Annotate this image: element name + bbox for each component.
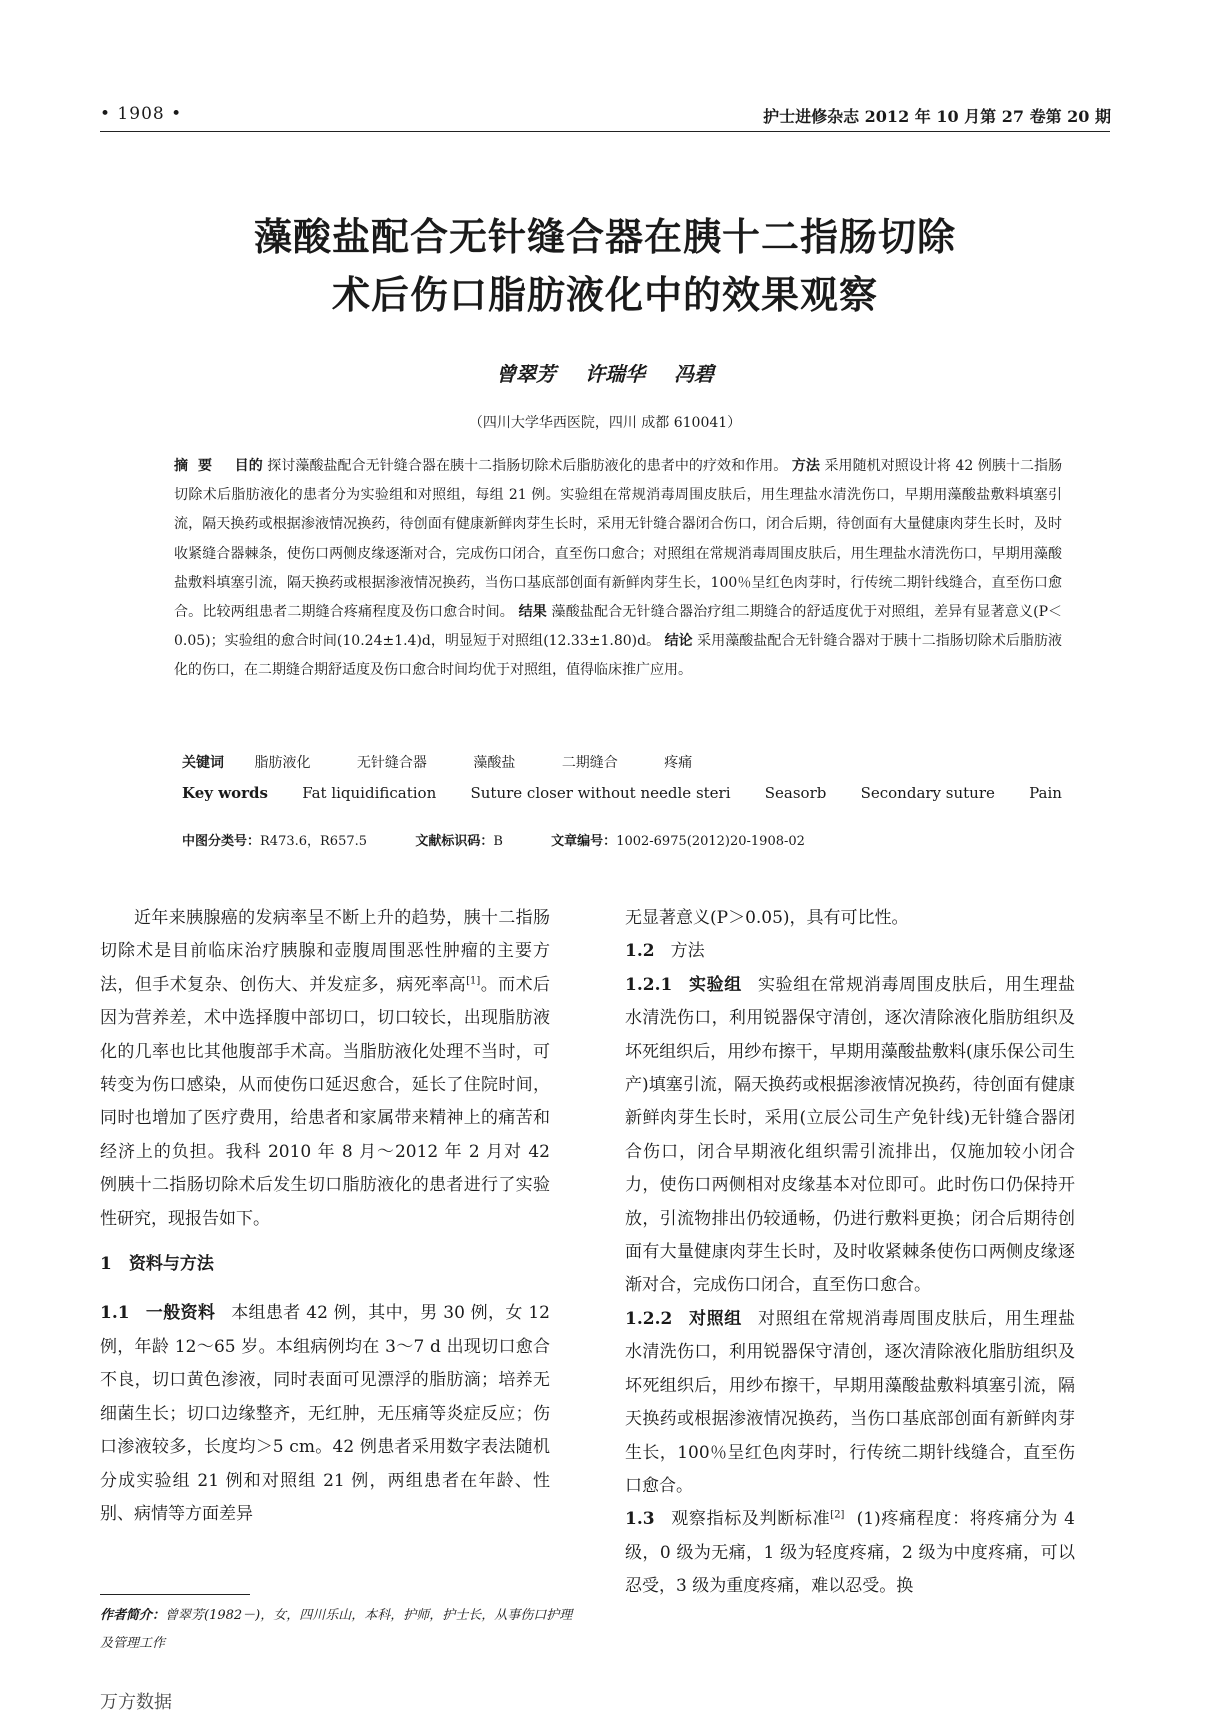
keyword-cn: 藻酸盐 <box>473 755 516 771</box>
results-text: 藻酸盐配合无针缝合器治疗组二期缝合的舒适度优于对照组，差异有显著意义(P＜0.05)；实验组的愈合时间(10.24±1.4)d，明显短于对照组(12.33±1.80)d。 <box>174 604 1063 650</box>
page-number: • 1908 • <box>100 104 183 124</box>
keyword-en: Suture closer without needle steri <box>470 784 731 802</box>
section-text: (1)疼痛程度：将疼痛分为 4 级，0 级为无痛，1 级为轻度疼痛，2 级为中度疼痛，可以忍受，3 级为重度疼痛，难以忍受。换 <box>625 1509 1075 1597</box>
classification-line <box>182 830 805 849</box>
keyword-cn: 二期缝合 <box>561 755 618 771</box>
keyword-cn: 无针缝合器 <box>356 755 427 771</box>
intro-text-b: 。而术后因为营养差，术中选择腹中部切口，切口较长，出现脂肪液化的几率也比其他腹部手术高。当脂肪液化处理不当时，可转变为伤口感染，从而使伤口延迟愈合，延长了住院时间，同时也增加了医疗费用，给患者和家属带来精神上的痛苦和经济上的负担。我科 2010 年 8 月～2012 年 2 月对 42 例胰十二指肠切除术后发生切口脂肪液化的患者进行了实验性研究，现报告如下。 <box>100 974 551 1229</box>
clc-value: R473.6，R657.5 <box>260 834 368 849</box>
results-heading: 结果 <box>518 604 547 621</box>
section-number: 1.2.2 <box>625 1308 673 1329</box>
section-title: 方法 <box>670 941 705 962</box>
section-1-2-1 <box>625 969 1075 1303</box>
section-title: 一般资料 <box>145 1303 216 1324</box>
conclusion-text: 采用藻酸盐配合无针缝合器对于胰十二指肠切除术后脂肪液化的伤口，在二期缝合期舒适度及伤口愈合时间均优于对照组，值得临床推广应用。 <box>174 633 1062 679</box>
doc-code-label: 文献标识码： <box>415 834 494 849</box>
keyword-en: Fat liquidification <box>302 784 437 802</box>
reference-mark: [2] <box>830 1509 845 1521</box>
section-title: 对照组 <box>688 1308 742 1329</box>
title-line-1: 藻酸盐配合无针缝合器在胰十二指肠切除 <box>253 215 956 259</box>
objective-heading: 目的 <box>234 458 263 474</box>
keyword-en: Pain <box>1029 784 1062 802</box>
keywords-en <box>182 784 1062 802</box>
abstract <box>174 452 1062 686</box>
doc-code-value: B <box>493 834 503 849</box>
keywords-en-label: Key words <box>182 784 268 802</box>
footnote-rule <box>100 1594 250 1595</box>
watermark: 万方数据 <box>100 1692 172 1713</box>
body-column-left <box>100 902 550 1531</box>
intro-text-a: 近年来胰腺癌的发病率呈不断上升的趋势，胰十二指肠切除术是目前临床治疗胰腺和壶腹周围恶性肿瘤的主要方法，但手术复杂、创伤大、并发症多，病死率高 <box>100 908 550 995</box>
section-number: 1.2 <box>625 941 655 962</box>
keyword-en: Secondary suture <box>860 784 995 802</box>
section-number: 1.1 <box>100 1303 130 1324</box>
affiliation: （四川大学华西医院，四川 成都 610041） <box>468 415 742 431</box>
article-title <box>100 208 1110 324</box>
author-footnote <box>100 1602 580 1658</box>
body-column-right <box>625 902 1075 1604</box>
keywords-cn-label: 关键词 <box>182 755 224 771</box>
section-title: 观察指标及判断标准 <box>670 1509 831 1530</box>
article-id-label: 文章编号： <box>551 834 617 849</box>
reference-mark: [1] <box>466 975 481 987</box>
footnote-label: 作者简介： <box>100 1608 166 1623</box>
section-text: 实验组在常规消毒周围皮肤后，用生理盐水清洗伤口，利用锐器保守清创，逐次清除液化脂肪组织及坏死组织后，用纱布擦干，早期用藻酸盐敷料(康乐保公司生产)填塞引流，隔天换药或根据渗液情况换药，待创面有健康新鲜肉芽生长时，采用(立辰公司生产免针线)无针缝合器闭合伤口，闭合早期液化组织需引流排出，仅施加较小闭合力，使伤口两侧相对皮缘基本对位即可。此时伤口仍保持开放，引流物排出仍较通畅，仍进行敷料更换；闭合后期待创面有大量健康肉芽生长时，及时收紧棘条使伤口两侧皮缘逐渐对合，完成伤口闭合，直至伤口愈合。 <box>625 974 1076 1296</box>
header-rule <box>100 131 1110 132</box>
section-1-heading: 1 资料与方法 <box>100 1254 214 1275</box>
title-line-2: 术后伤口脂肪液化中的效果观察 <box>331 273 878 317</box>
keyword-cn: 疼痛 <box>664 755 693 771</box>
footnote-text: 曾翠芳(1982－)，女，四川乐山，本科，护师，护士长，从事伤口护理及管理工作 <box>100 1608 573 1651</box>
section-1-1 <box>100 1297 550 1531</box>
keyword-en: Seasorb <box>764 784 827 802</box>
section-title: 实验组 <box>688 974 742 995</box>
intro-paragraph <box>100 902 550 1236</box>
section-number: 1.2.1 <box>625 974 673 995</box>
abstract-label: 摘要 <box>174 458 223 474</box>
keyword-cn: 脂肪液化 <box>254 755 311 771</box>
keywords-cn <box>182 752 734 772</box>
objective-text: 探讨藻酸盐配合无针缝合器在胰十二指肠切除术后脂肪液化的患者中的疗效和作用。 <box>267 458 788 474</box>
methods-heading: 方法 <box>791 458 820 474</box>
authors: 曾翠芳 许瑞华 冯碧 <box>496 362 714 386</box>
section-1-2-2 <box>625 1303 1075 1503</box>
clc-label: 中图分类号： <box>182 834 261 849</box>
section-text: 本组患者 42 例，其中，男 30 例，女 12 例，年龄 12～65 岁。本组病例均在 3～7 d 出现切口愈合不良，切口黄色渗液，同时表面可见漂浮的脂肪滴；培养无细菌生长；切口边缘整齐，无红肿，无压痛等炎症反应；伤口渗液较多，长度均＞5 cm。42 例患者采用数字表法随机分成实验组 21 例和对照组 21 例，两组患者在年龄、性别、病情等方面差异 <box>100 1303 551 1524</box>
methods-text: 采用随机对照设计将 42 例胰十二指肠切除术后脂肪液化的患者分为实验组和对照组，每组 21 例。实验组在常规消毒周围皮肤后，用生理盐水清洗伤口，早期用藻酸盐敷料填塞引流，隔天换药或根据渗液情况换药，待创面有健康新鲜肉芽生长时，采用无针缝合器闭合伤口，闭合后期，待创面有大量健康肉芽生长时，及时收紧缝合器棘条，使伤口两侧皮缘逐渐对合，完成伤口闭合，直至伤口愈合；对照组在常规消毒周围皮肤后，用生理盐水清洗伤口，早期用藻酸盐敷料填塞引流，隔天换药或根据渗液情况换药，当伤口基底部创面有新鲜肉芽生长，100％呈红色肉芽时，行传统二期针线缝合，直至伤口愈合。比较两组患者二期缝合疼痛程度及伤口愈合时间。 <box>174 458 1063 621</box>
section-1-1-continued: 无显著意义(P＞0.05)，具有可比性。 <box>625 908 909 928</box>
section-1-2 <box>625 935 1075 968</box>
section-1-3 <box>625 1503 1075 1603</box>
journal-header: 护士进修杂志 2012 年 10 月第 27 卷第 20 期 <box>763 107 1111 126</box>
conclusion-heading: 结论 <box>664 633 693 650</box>
section-text: 对照组在常规消毒周围皮肤后，用生理盐水清洗伤口，利用锐器保守清创，逐次清除液化脂肪组织及坏死组织后，用纱布擦干，早期用藻酸盐敷料填塞引流，隔天换药或根据渗液情况换药，当伤口基底部创面有新鲜肉芽生长，100％呈红色肉芽时，行传统二期针线缝合，直至伤口愈合。 <box>625 1308 1076 1496</box>
article-id-value: 1002-6975(2012)20-1908-02 <box>616 834 805 849</box>
section-number: 1.3 <box>625 1509 655 1530</box>
